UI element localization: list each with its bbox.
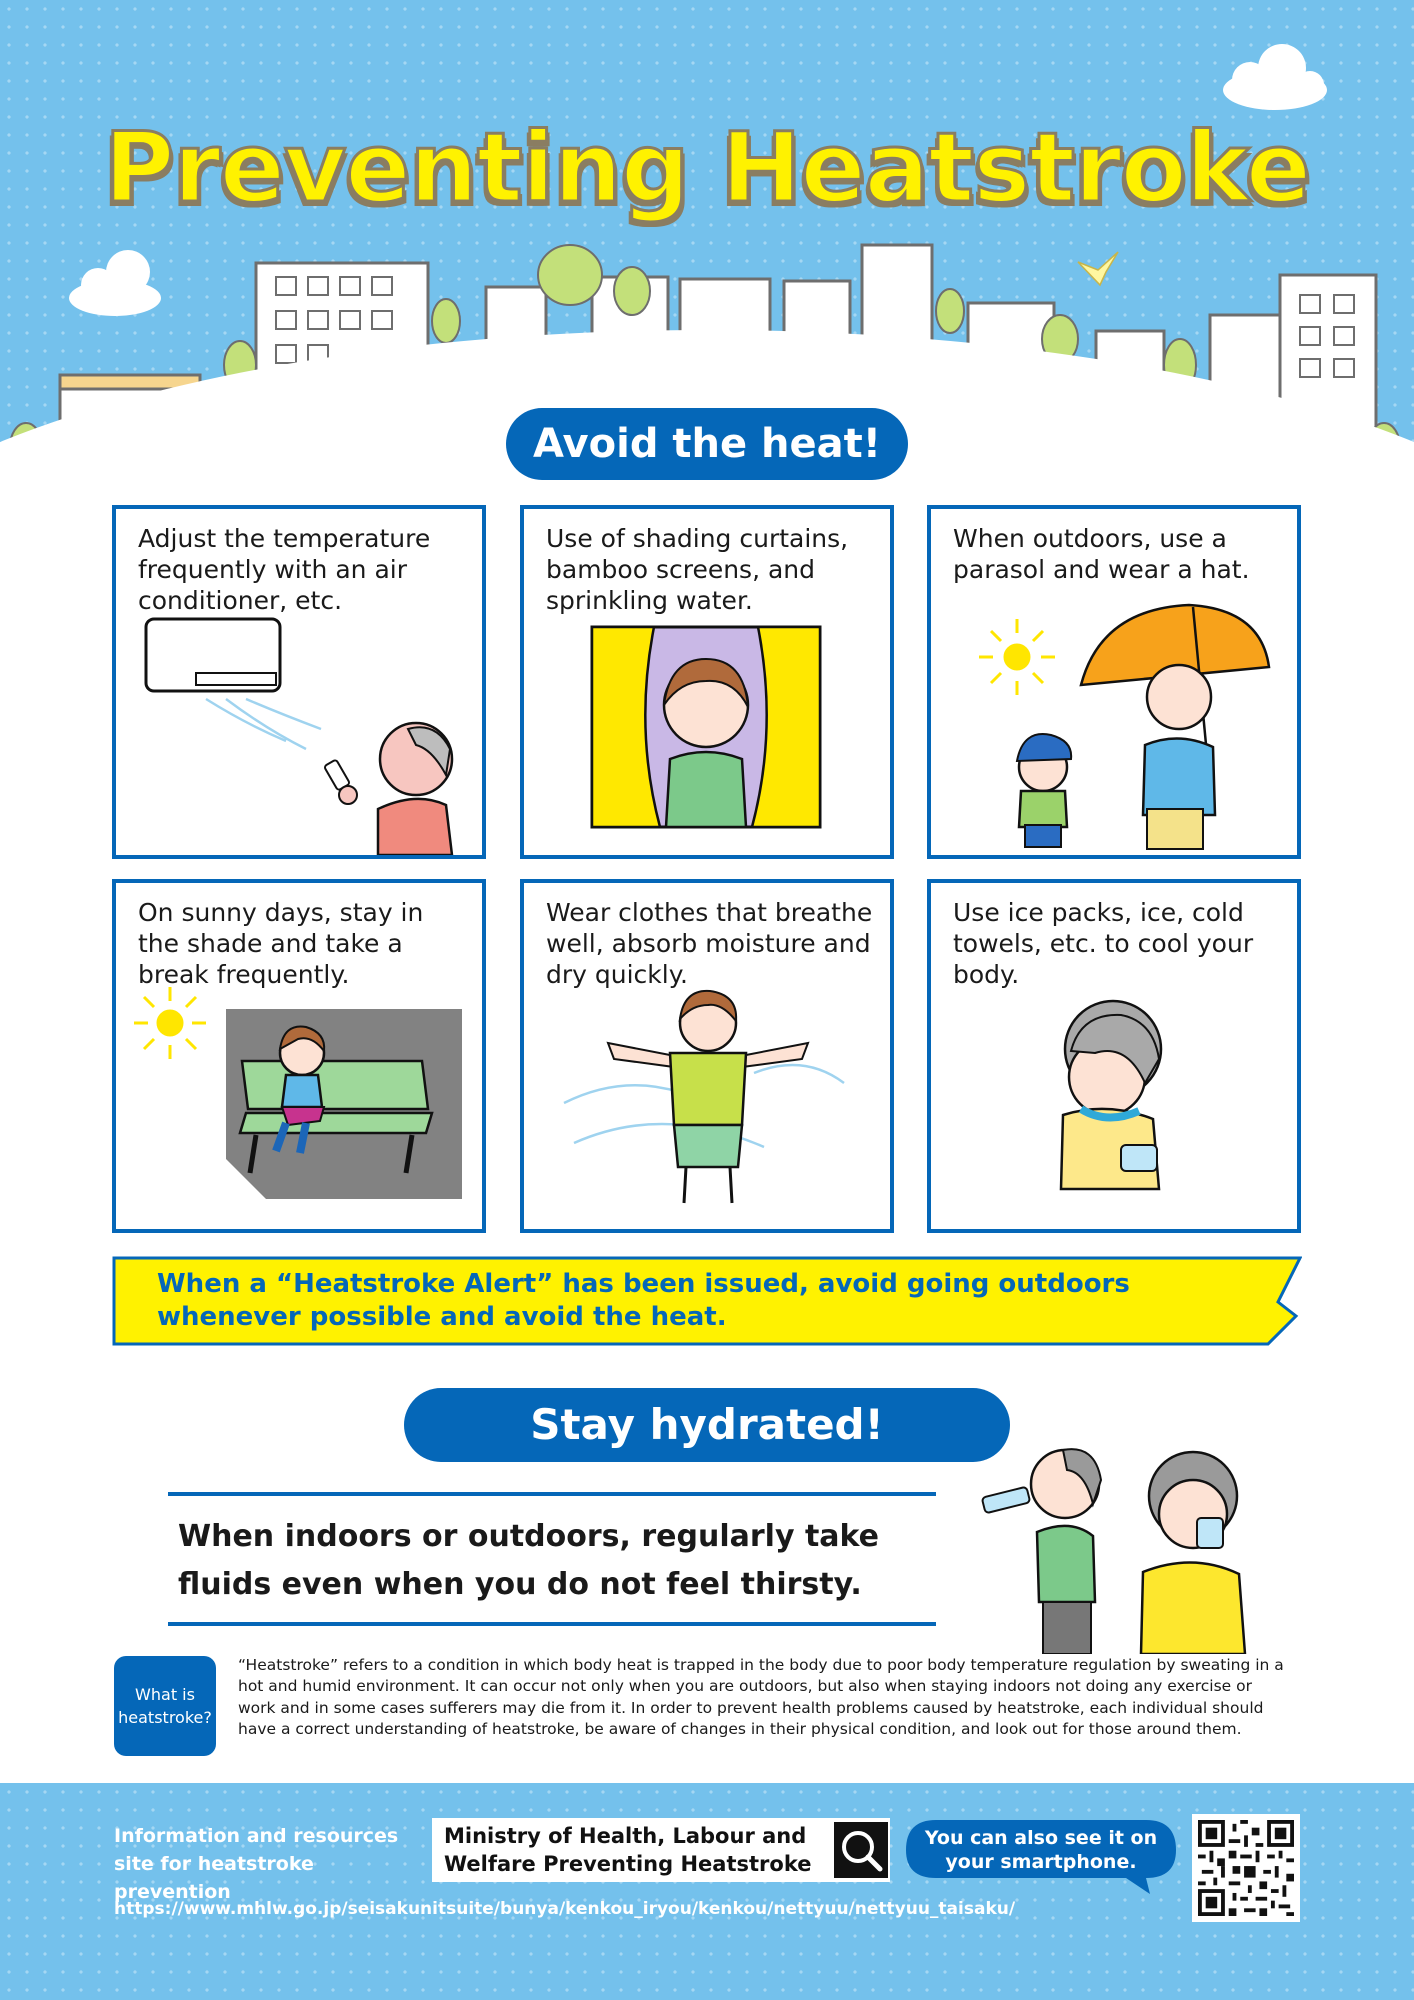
drinking-water-illustration [975, 1432, 1275, 1654]
tip-card-breathable-clothes [520, 879, 894, 1233]
search-term: Ministry of Health, Labour and Welfare Preventing Heatstroke [444, 1824, 812, 1876]
sun-icon [134, 987, 206, 1059]
tip-card-shading-curtains [520, 505, 894, 859]
site-url-link[interactable]: https://www.mhlw.go.jp/seisakunitsuite/bunya/kenkou_iryou/kenkou/nettyuu/nettyuu_taisaku/ [114, 1899, 1016, 1919]
what-is-heatstroke-badge: What is heatstroke? [114, 1656, 216, 1756]
cloud-icon [1223, 44, 1327, 110]
search-box[interactable] [432, 1818, 890, 1882]
tip-text: Wear clothes that breathe well, absorb moisture and dry quickly. [546, 898, 873, 989]
heatstroke-definition: “Heatstroke” refers to a condition in which body heat is trapped in the body due to poor body temperature regulation by sweating in a hot and humid environment. It can occur not only when you are outdoors, but also when staying indoors not doing any exercise or work and in some cases sufferers may die from it. In order to prevent health problems caused by heatstroke, each individual should have a correct understanding of heatstroke, be aware of changes in their physical condition, and look out for those around them. [238, 1656, 1284, 1738]
qr-code-icon[interactable] [1192, 1814, 1300, 1922]
tip-text: Use of shading curtains, bamboo screens, and sprinkling water. [546, 524, 849, 615]
alert-text: When a “Heatstroke Alert” has been issued, avoid going outdoors whenever possible and avoid the heat. [157, 1269, 1130, 1332]
tip-card-ice-packs [927, 879, 1301, 1233]
footer-info-label: Information and resources site for heatstroke prevention [114, 1825, 399, 1903]
tip-card-shade-break [112, 879, 486, 1233]
divider [168, 1492, 936, 1496]
sun-icon [979, 619, 1055, 695]
stay-hydrated-heading: Stay hydrated! [404, 1388, 1010, 1462]
tip-text: Use ice packs, ice, cold towels, etc. to cool your body. [953, 898, 1254, 989]
tip-card-parasol-hat [927, 505, 1301, 859]
hydrate-message: When indoors or outdoors, regularly take fluids even when you do not feel thirsty. [178, 1519, 880, 1602]
tip-card-air-conditioner [112, 505, 486, 859]
search-button[interactable] [834, 1822, 888, 1878]
tip-text: When outdoors, use a parasol and wear a hat. [953, 524, 1250, 584]
smartphone-note: You can also see it on your smartphone. [924, 1827, 1158, 1873]
avoid-heat-heading: Avoid the heat! [506, 408, 908, 480]
tip-text: Adjust the temperature frequently with an air conditioner, etc. [138, 524, 431, 615]
qr-code-pattern [1198, 1820, 1294, 1916]
divider [168, 1622, 936, 1626]
page-title: Preventing Heatstroke [104, 112, 1310, 224]
tip-text: On sunny days, stay in the shade and take a break frequently. [138, 898, 424, 989]
search-icon [834, 1822, 888, 1878]
